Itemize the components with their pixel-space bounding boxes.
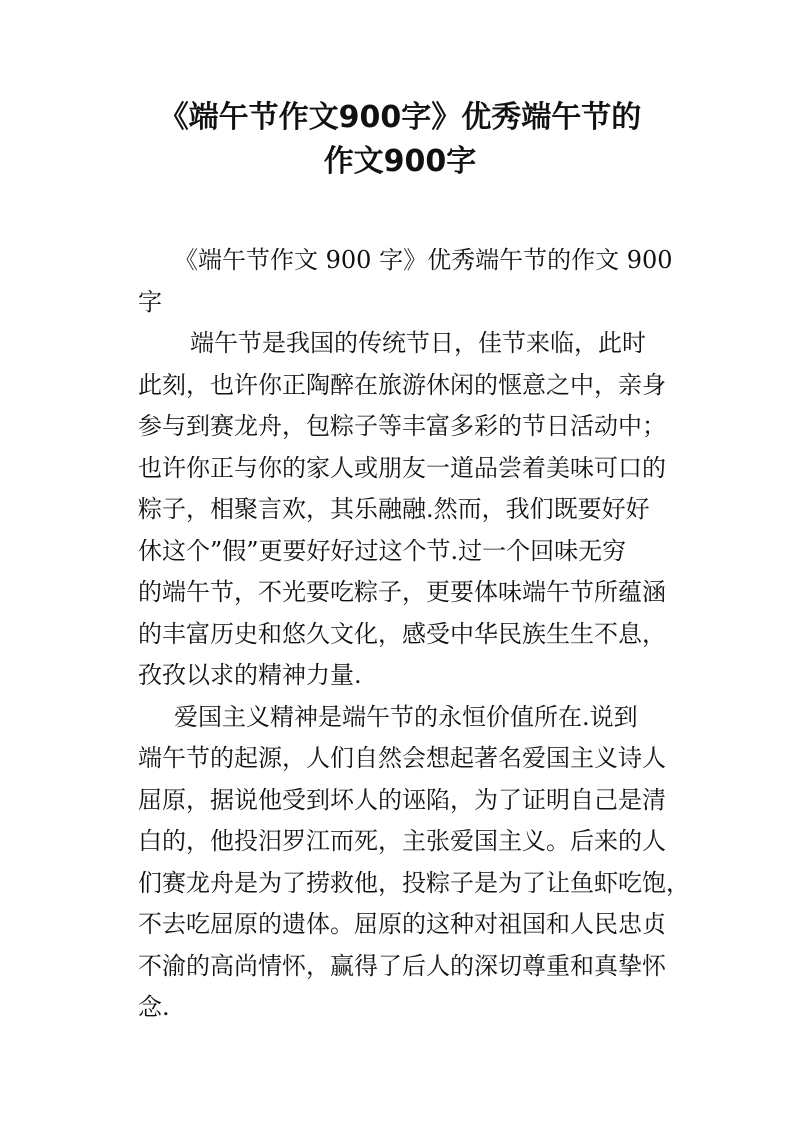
document-body (138, 240, 690, 1029)
body-line: 不去吃屈原的遗体。屈原的这种对祖国和人民忠贞 (138, 910, 666, 938)
body-line: 字 (138, 287, 162, 316)
body-line: 粽子，相聚言欢，其乐融融.然而，我们既要好好 (138, 495, 650, 523)
body-line: 的丰富历史和悠久文化，感受中华民族生生不息， (138, 619, 666, 648)
title-line-2: 作文900字 (323, 144, 477, 179)
body-line: 白的，他投汨罗江而死，主张爱国主义。后来的人 (138, 827, 666, 855)
body-line: 不渝的高尚情怀，赢得了后人的深切尊重和真挚怀 (138, 951, 666, 980)
paragraph-start: 爱国主义精神是端午节的永恒价值所在.说到 (174, 702, 638, 731)
body-line: 此刻，也许你正陶醉在旅游休闲的惬意之中，亲身 (138, 370, 666, 399)
title-line-1: 《端午节作文900字》优秀端午节的 (158, 100, 642, 135)
body-line: 休这个”假”更要好好过这个节.过一个回味无穷 (138, 536, 627, 565)
body-line: 《端午节作文 900 字》优秀端午节的作文 900 (174, 246, 673, 274)
body-line: 也许你正与你的家人或朋友一道品尝着美味可口的 (138, 453, 666, 482)
body-line: 屈原，据说他受到坏人的诬陷，为了证明自己是清 (138, 785, 666, 814)
body-line: 念. (138, 993, 170, 1021)
body-line: 孜孜以求的精神力量. (138, 661, 362, 689)
body-line: 们赛龙舟是为了捞救他，投粽子是为了让鱼虾吃饱， (138, 868, 690, 897)
body-line: 参与到赛龙舟，包粽子等丰富多彩的节日活动中； (138, 412, 666, 440)
paragraph-start: 端午节是我国的传统节日，佳节来临，此时 (190, 329, 646, 357)
document-title (100, 96, 700, 184)
body-line: 的端午节，不光要吃粽子，更要体味端午节所蕴涵 (138, 578, 666, 606)
body-line: 端午节的起源，人们自然会想起著名爱国主义诗人 (138, 744, 666, 772)
